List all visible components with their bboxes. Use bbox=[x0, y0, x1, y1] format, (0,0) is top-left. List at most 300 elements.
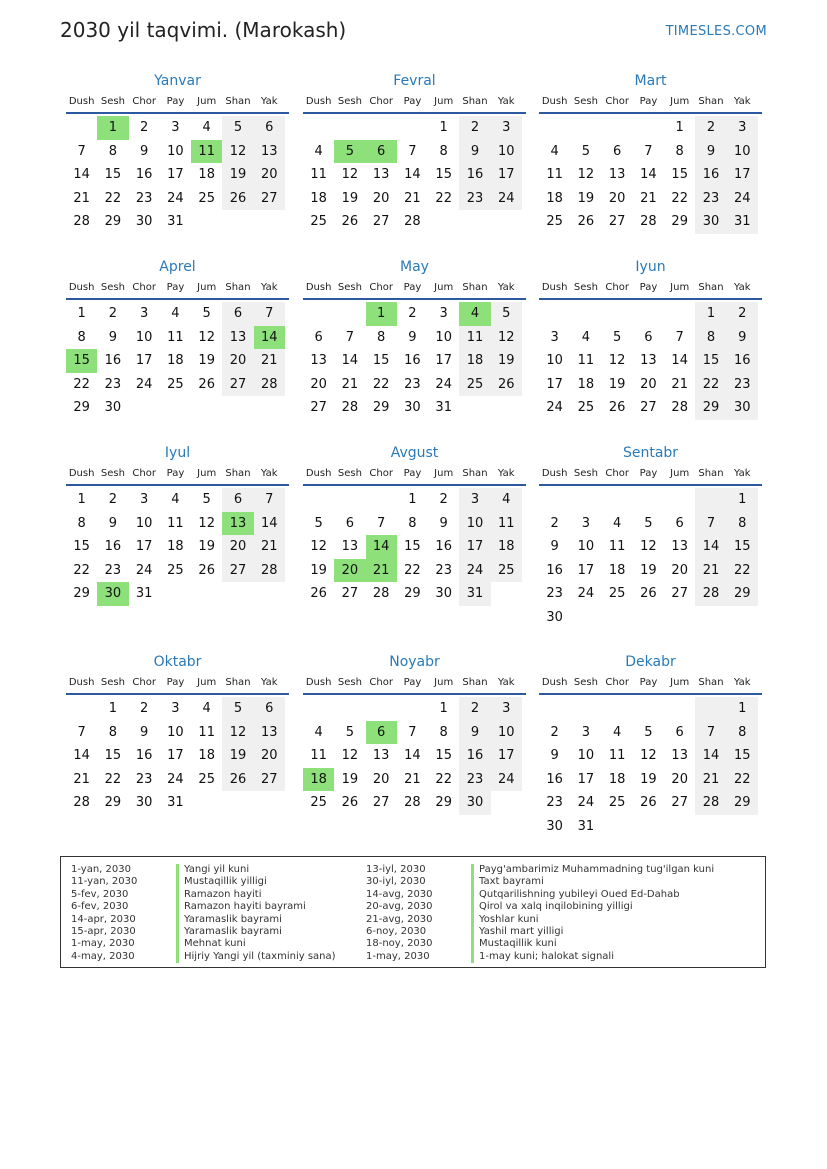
day-cell: 5 bbox=[613, 329, 622, 345]
day-cell: 24 bbox=[491, 187, 522, 211]
weekday-label: Dush bbox=[541, 468, 568, 479]
holiday-row bbox=[366, 938, 714, 950]
day-cell: 3 bbox=[550, 329, 559, 345]
weekday-header bbox=[303, 673, 526, 695]
day-cell: 11 bbox=[546, 167, 563, 183]
day-cell: 14 bbox=[73, 167, 90, 183]
day-grid bbox=[66, 302, 289, 420]
day-cell: 16 bbox=[546, 771, 563, 787]
day-cell: 25 bbox=[310, 795, 327, 811]
weekday-label: Yak bbox=[260, 96, 278, 107]
holiday-day-cell: 6 bbox=[366, 721, 397, 745]
holiday-row bbox=[71, 876, 336, 888]
day-cell: 11 bbox=[167, 329, 184, 345]
day-cell: 23 bbox=[435, 562, 452, 578]
weekday-label: Pay bbox=[403, 677, 422, 688]
weekday-label: Dush bbox=[305, 677, 332, 688]
day-cell: 8 bbox=[727, 721, 758, 745]
day-cell: 1 bbox=[675, 120, 684, 135]
weekday-label: Chor bbox=[132, 96, 156, 107]
day-cell: 9 bbox=[459, 721, 490, 745]
month-calendar bbox=[303, 442, 526, 606]
day-cell: 22 bbox=[435, 771, 452, 787]
weekday-label: Pay bbox=[166, 468, 185, 479]
empty-day-cell bbox=[303, 488, 334, 512]
day-cell: 28 bbox=[254, 373, 285, 397]
day-cell: 2 bbox=[459, 116, 490, 140]
day-cell: 19 bbox=[341, 190, 359, 206]
holiday-day-cell: 14 bbox=[254, 326, 285, 350]
day-cell: 20 bbox=[222, 535, 253, 559]
weekday-label: Dush bbox=[68, 96, 95, 107]
day-cell: 27 bbox=[671, 795, 688, 811]
day-cell: 22 bbox=[727, 768, 758, 792]
weekday-label: Jum bbox=[197, 677, 217, 688]
day-cell: 3 bbox=[171, 120, 180, 135]
day-cell: 3 bbox=[439, 306, 448, 321]
holiday-row bbox=[71, 938, 336, 950]
day-cell: 29 bbox=[104, 214, 122, 230]
day-cell: 11 bbox=[608, 748, 626, 764]
day-cell: 30 bbox=[695, 210, 726, 234]
day-cell: 26 bbox=[640, 795, 657, 811]
day-cell: 26 bbox=[577, 214, 595, 230]
brand-link[interactable]: TIMESLES.COM bbox=[665, 24, 767, 39]
day-cell: 19 bbox=[310, 562, 327, 578]
day-cell: 17 bbox=[135, 539, 153, 555]
day-cell: 8 bbox=[675, 143, 684, 159]
day-cell: 20 bbox=[671, 562, 688, 578]
empty-day-cell bbox=[539, 697, 570, 721]
holiday-name: Yashil mart yilligi bbox=[471, 926, 563, 938]
day-cell: 31 bbox=[727, 210, 758, 234]
weekday-label: Pay bbox=[403, 282, 422, 293]
weekday-label: Shan bbox=[462, 282, 488, 293]
day-cell: 30 bbox=[135, 795, 153, 811]
day-cell: 5 bbox=[202, 492, 211, 507]
weekday-label: Chor bbox=[369, 468, 393, 479]
month-name: Aprel bbox=[159, 259, 196, 275]
holiday-name: Mehnat kuni bbox=[176, 938, 246, 950]
weekday-label: Dush bbox=[68, 468, 95, 479]
day-cell: 9 bbox=[439, 515, 448, 531]
day-cell: 17 bbox=[435, 353, 452, 369]
day-cell: 29 bbox=[695, 396, 726, 420]
weekday-label: Sesh bbox=[573, 282, 598, 293]
day-cell: 18 bbox=[167, 539, 184, 555]
day-cell: 23 bbox=[695, 187, 726, 211]
day-cell: 13 bbox=[372, 167, 390, 183]
day-cell: 19 bbox=[222, 744, 253, 768]
day-cell: 15 bbox=[435, 748, 452, 764]
holiday-name: 1-may kuni; halokat signali bbox=[471, 951, 614, 963]
day-cell: 25 bbox=[198, 190, 215, 206]
day-cell: 26 bbox=[640, 586, 657, 602]
day-cell: 21 bbox=[341, 376, 359, 392]
day-cell: 12 bbox=[310, 539, 327, 555]
day-cell: 17 bbox=[491, 163, 522, 187]
day-cell: 22 bbox=[73, 562, 90, 578]
holiday-row bbox=[366, 951, 714, 963]
weekday-header bbox=[66, 464, 289, 486]
holiday-row bbox=[366, 926, 714, 938]
weekday-label: Yak bbox=[733, 677, 751, 688]
day-grid bbox=[303, 697, 526, 815]
empty-day-cell bbox=[602, 116, 633, 140]
day-cell: 8 bbox=[727, 512, 758, 536]
day-cell: 6 bbox=[613, 143, 622, 159]
empty-day-cell bbox=[397, 116, 428, 140]
day-cell: 7 bbox=[254, 302, 285, 326]
day-cell: 30 bbox=[435, 586, 452, 602]
day-cell: 26 bbox=[608, 400, 626, 416]
empty-day-cell bbox=[334, 697, 365, 721]
day-cell: 10 bbox=[135, 515, 153, 531]
day-cell: 26 bbox=[198, 562, 215, 578]
weekday-label: Pay bbox=[639, 677, 658, 688]
weekday-label: Shan bbox=[462, 96, 488, 107]
day-cell: 6 bbox=[254, 116, 285, 140]
holiday-day-cell: 18 bbox=[303, 768, 334, 792]
day-cell: 20 bbox=[372, 190, 390, 206]
day-cell: 27 bbox=[222, 559, 253, 583]
day-cell: 25 bbox=[491, 559, 522, 583]
weekday-label: Chor bbox=[605, 677, 629, 688]
month-name: Iyun bbox=[635, 259, 666, 275]
day-cell: 5 bbox=[644, 724, 653, 740]
day-cell: 18 bbox=[546, 190, 563, 206]
month-name: Sentabr bbox=[622, 445, 679, 461]
day-cell: 12 bbox=[577, 167, 595, 183]
day-cell: 25 bbox=[167, 562, 184, 578]
day-cell: 8 bbox=[439, 143, 448, 159]
day-cell: 4 bbox=[581, 329, 591, 345]
month-calendar bbox=[66, 442, 289, 606]
day-grid bbox=[66, 488, 289, 606]
day-cell: 26 bbox=[198, 376, 215, 392]
weekday-label: Chor bbox=[605, 96, 629, 107]
month-name: Oktabr bbox=[153, 654, 202, 670]
holiday-date: 14-avg, 2030 bbox=[366, 888, 433, 900]
day-cell: 2 bbox=[550, 515, 559, 531]
day-cell: 12 bbox=[198, 515, 215, 531]
weekday-label: Yak bbox=[497, 96, 515, 107]
day-cell: 6 bbox=[675, 515, 684, 531]
holiday-name: Ramazon hayiti bayrami bbox=[176, 901, 306, 913]
day-cell: 30 bbox=[546, 818, 563, 834]
day-cell: 21 bbox=[73, 190, 90, 206]
day-cell: 25 bbox=[459, 373, 490, 397]
day-cell: 18 bbox=[608, 562, 626, 578]
day-cell: 16 bbox=[135, 748, 153, 764]
holiday-day-cell: 30 bbox=[97, 582, 128, 606]
holiday-name: Qirol va xalq inqilobining yilligi bbox=[471, 901, 633, 913]
day-cell: 12 bbox=[222, 140, 253, 164]
day-cell: 27 bbox=[608, 214, 626, 230]
day-cell: 16 bbox=[459, 744, 490, 768]
day-cell: 23 bbox=[727, 373, 758, 397]
day-cell: 1 bbox=[77, 492, 86, 507]
day-cell: 31 bbox=[167, 214, 184, 230]
empty-day-cell bbox=[664, 488, 695, 512]
weekday-header bbox=[66, 92, 289, 114]
day-cell: 28 bbox=[372, 586, 390, 602]
weekday-header bbox=[539, 92, 762, 114]
day-cell: 14 bbox=[695, 744, 726, 768]
day-cell: 9 bbox=[140, 143, 149, 159]
day-cell: 14 bbox=[404, 748, 421, 764]
day-cell: 27 bbox=[310, 400, 327, 416]
weekday-label: Sesh bbox=[573, 96, 598, 107]
day-cell: 12 bbox=[341, 167, 359, 183]
weekday-label: Sesh bbox=[337, 677, 362, 688]
empty-day-cell bbox=[664, 697, 695, 721]
weekday-label: Jum bbox=[670, 468, 690, 479]
day-cell: 13 bbox=[671, 539, 688, 555]
weekday-label: Sesh bbox=[337, 96, 362, 107]
weekday-label: Sesh bbox=[573, 468, 598, 479]
month-calendar bbox=[66, 651, 289, 815]
day-cell: 25 bbox=[608, 586, 626, 602]
holiday-day-cell: 13 bbox=[222, 512, 253, 536]
day-cell: 12 bbox=[491, 326, 522, 350]
day-cell: 19 bbox=[640, 771, 657, 787]
day-cell: 13 bbox=[671, 748, 688, 764]
holiday-name: Payg'ambarimiz Muhammadning tug'ilgan kuni bbox=[471, 864, 714, 876]
day-cell: 23 bbox=[135, 771, 153, 787]
day-cell: 5 bbox=[222, 697, 253, 721]
day-cell: 4 bbox=[550, 143, 559, 159]
holiday-name: Mustaqillik yilligi bbox=[176, 876, 267, 888]
day-cell: 9 bbox=[550, 539, 559, 555]
day-cell: 15 bbox=[104, 748, 122, 764]
day-cell: 10 bbox=[435, 329, 452, 345]
day-cell: 17 bbox=[459, 535, 490, 559]
day-cell: 5 bbox=[581, 143, 591, 159]
holiday-row bbox=[366, 889, 714, 901]
day-cell: 19 bbox=[198, 539, 215, 555]
weekday-header bbox=[303, 464, 526, 486]
day-cell: 14 bbox=[404, 167, 421, 183]
day-cell: 10 bbox=[577, 539, 595, 555]
empty-day-cell bbox=[334, 116, 365, 140]
weekday-label: Chor bbox=[369, 282, 393, 293]
day-cell: 23 bbox=[135, 190, 153, 206]
day-cell: 6 bbox=[222, 488, 253, 512]
weekday-label: Jum bbox=[670, 96, 690, 107]
day-cell: 23 bbox=[546, 795, 563, 811]
day-cell: 15 bbox=[671, 167, 688, 183]
empty-day-cell bbox=[366, 116, 397, 140]
empty-day-cell bbox=[539, 488, 570, 512]
weekday-label: Jum bbox=[434, 282, 454, 293]
day-cell: 22 bbox=[104, 771, 122, 787]
weekday-label: Yak bbox=[260, 677, 278, 688]
month-calendar bbox=[303, 70, 526, 234]
day-cell: 25 bbox=[546, 214, 563, 230]
day-cell: 17 bbox=[577, 562, 595, 578]
day-cell: 29 bbox=[727, 791, 758, 815]
day-cell: 2 bbox=[108, 492, 118, 507]
day-cell: 23 bbox=[546, 586, 563, 602]
day-cell: 11 bbox=[459, 326, 490, 350]
day-cell: 18 bbox=[167, 353, 184, 369]
day-cell: 12 bbox=[608, 353, 626, 369]
empty-day-cell bbox=[570, 697, 601, 721]
day-cell: 18 bbox=[608, 771, 626, 787]
weekday-label: Chor bbox=[132, 468, 156, 479]
day-cell: 28 bbox=[695, 791, 726, 815]
holiday-date: 1-yan, 2030 bbox=[71, 864, 131, 875]
day-cell: 22 bbox=[404, 562, 421, 578]
day-cell: 11 bbox=[198, 724, 215, 740]
holiday-name: Mustaqillik kuni bbox=[471, 938, 557, 950]
day-cell: 13 bbox=[640, 353, 657, 369]
day-cell: 2 bbox=[108, 306, 118, 321]
day-cell: 4 bbox=[202, 120, 211, 135]
holiday-date: 13-iyl, 2030 bbox=[366, 864, 426, 875]
month-name: Yanvar bbox=[154, 73, 201, 89]
day-cell: 7 bbox=[254, 488, 285, 512]
day-cell: 10 bbox=[167, 724, 184, 740]
weekday-label: Jum bbox=[434, 468, 454, 479]
holiday-name: Yaramaslik bayrami bbox=[176, 914, 282, 926]
day-cell: 29 bbox=[372, 400, 390, 416]
day-cell: 7 bbox=[644, 143, 653, 159]
day-cell: 12 bbox=[640, 539, 657, 555]
weekday-label: Shan bbox=[698, 282, 724, 293]
holiday-name: Taxt bayrami bbox=[471, 876, 544, 888]
day-cell: 15 bbox=[727, 535, 758, 559]
weekday-label: Sesh bbox=[100, 282, 125, 293]
empty-day-cell bbox=[66, 697, 97, 721]
weekday-label: Yak bbox=[497, 677, 515, 688]
day-cell: 20 bbox=[640, 376, 657, 392]
holiday-day-cell: 20 bbox=[334, 559, 365, 583]
day-cell: 14 bbox=[254, 512, 285, 536]
day-cell: 24 bbox=[167, 771, 184, 787]
holiday-day-cell: 15 bbox=[66, 349, 97, 373]
day-cell: 23 bbox=[459, 768, 490, 792]
day-cell: 5 bbox=[491, 302, 522, 326]
day-cell: 8 bbox=[108, 724, 118, 740]
day-cell: 4 bbox=[491, 488, 522, 512]
day-cell: 11 bbox=[310, 748, 327, 764]
weekday-label: Chor bbox=[132, 677, 156, 688]
holiday-name: Hijriy Yangi yil (taxminiy sana) bbox=[176, 951, 336, 963]
weekday-label: Dush bbox=[68, 677, 95, 688]
weekday-header bbox=[66, 673, 289, 695]
weekday-label: Shan bbox=[225, 468, 251, 479]
weekday-header bbox=[303, 92, 526, 114]
weekday-label: Chor bbox=[605, 282, 629, 293]
day-cell: 25 bbox=[198, 771, 215, 787]
empty-day-cell bbox=[366, 697, 397, 721]
holiday-date: 1-may, 2030 bbox=[71, 938, 135, 950]
day-cell: 22 bbox=[372, 376, 390, 392]
empty-day-cell bbox=[602, 488, 633, 512]
month-name: Dekabr bbox=[625, 654, 676, 670]
month-calendar bbox=[539, 442, 762, 630]
day-cell: 29 bbox=[404, 586, 421, 602]
day-cell: 15 bbox=[372, 353, 390, 369]
weekday-label: Yak bbox=[733, 96, 751, 107]
empty-day-cell bbox=[602, 697, 633, 721]
day-cell: 3 bbox=[459, 488, 490, 512]
day-cell: 9 bbox=[108, 515, 118, 531]
holiday-date: 20-avg, 2030 bbox=[366, 901, 433, 913]
empty-day-cell bbox=[570, 302, 601, 326]
day-cell: 20 bbox=[608, 190, 626, 206]
day-cell: 5 bbox=[222, 116, 253, 140]
weekday-label: Sesh bbox=[100, 677, 125, 688]
day-cell: 27 bbox=[372, 214, 390, 230]
day-cell: 14 bbox=[341, 353, 359, 369]
day-cell: 2 bbox=[550, 724, 559, 740]
day-cell: 3 bbox=[140, 492, 149, 507]
day-cell: 26 bbox=[310, 586, 327, 602]
weekday-label: Dush bbox=[541, 677, 568, 688]
weekday-label: Sesh bbox=[337, 282, 362, 293]
weekday-label: Jum bbox=[670, 677, 690, 688]
empty-day-cell bbox=[570, 488, 601, 512]
holiday-column-left bbox=[71, 864, 336, 963]
day-cell: 10 bbox=[167, 143, 184, 159]
day-cell: 7 bbox=[408, 143, 417, 159]
weekday-label: Sesh bbox=[100, 96, 125, 107]
day-cell: 1 bbox=[77, 306, 86, 321]
weekday-label: Shan bbox=[698, 96, 724, 107]
holiday-date: 18-noy, 2030 bbox=[366, 938, 433, 950]
day-cell: 3 bbox=[581, 515, 591, 531]
day-cell: 16 bbox=[404, 353, 421, 369]
weekday-label: Shan bbox=[225, 96, 251, 107]
day-cell: 6 bbox=[675, 724, 684, 740]
day-cell: 8 bbox=[108, 143, 118, 159]
day-cell: 20 bbox=[671, 771, 688, 787]
weekday-label: Pay bbox=[639, 468, 658, 479]
day-cell: 23 bbox=[104, 562, 122, 578]
holiday-name: Qutqarilishning yubileyi Oued Ed-Dahab bbox=[471, 889, 680, 901]
day-cell: 30 bbox=[104, 400, 122, 416]
weekday-label: Yak bbox=[497, 468, 515, 479]
holiday-day-cell: 1 bbox=[366, 302, 397, 326]
day-cell: 21 bbox=[695, 768, 726, 792]
day-cell: 21 bbox=[254, 535, 285, 559]
weekday-header bbox=[303, 278, 526, 300]
weekday-label: Shan bbox=[225, 282, 251, 293]
day-cell: 11 bbox=[608, 539, 626, 555]
weekday-label: Jum bbox=[434, 96, 454, 107]
weekday-label: Shan bbox=[225, 677, 251, 688]
day-grid bbox=[303, 302, 526, 420]
day-cell: 9 bbox=[727, 326, 758, 350]
holiday-list bbox=[60, 856, 766, 968]
empty-day-cell bbox=[539, 116, 570, 140]
weekday-label: Shan bbox=[462, 677, 488, 688]
day-cell: 7 bbox=[77, 143, 86, 159]
holiday-row bbox=[71, 889, 336, 901]
month-calendar bbox=[539, 256, 762, 420]
day-cell: 16 bbox=[435, 539, 452, 555]
weekday-label: Pay bbox=[639, 96, 658, 107]
page-title: 2030 yil taqvimi. (Marokash) bbox=[60, 18, 347, 42]
holiday-day-cell: 6 bbox=[366, 140, 397, 164]
day-cell: 28 bbox=[640, 214, 657, 230]
day-cell: 24 bbox=[577, 795, 595, 811]
day-cell: 20 bbox=[372, 771, 390, 787]
day-cell: 21 bbox=[671, 376, 688, 392]
